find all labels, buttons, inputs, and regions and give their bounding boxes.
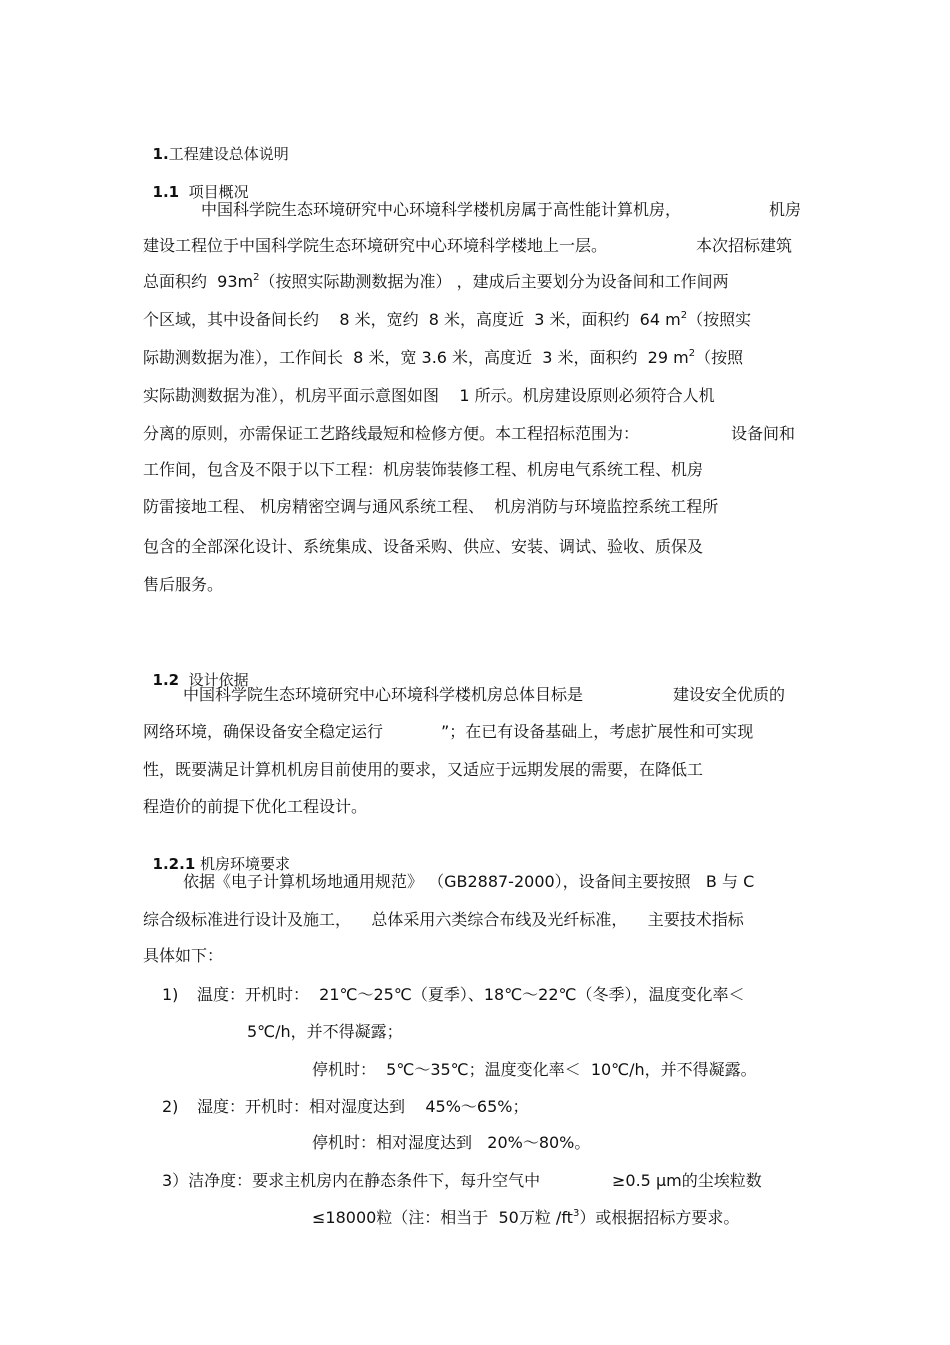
heading-number: 1.1	[152, 183, 180, 201]
paragraph-line: 网络环境，确保设备安全稳定运行 ”；在已有设备基础上，考虑扩展性和可实现	[143, 722, 754, 741]
section-heading-1	[143, 124, 289, 164]
paragraph-line: 程造价的前提下优化工程设计。	[143, 797, 368, 816]
paragraph-line: 综合级标准进行设计及施工， 总体采用六类综合布线及光纤标准， 主要技术指标	[143, 910, 744, 929]
paragraph-line: 分离的原则，亦需保证工艺路线最短和检修方便。本工程招标范围为： 设备间和	[143, 424, 796, 443]
list-item-temperature: 1) 温度：开机时： 21℃～25℃（夏季）、18℃～22℃（冬季），温度变化率＜	[162, 985, 745, 1004]
paragraph-line: 际勘测数据为准），工作间长 8 米，宽 3.6 米，高度近 3 米，面积约 29 $m^2$（按照	[143, 348, 744, 367]
heading-text: 项目概况	[188, 183, 249, 201]
paragraph-line: 工作间，包含及不限于以下工程：机房装饰装修工程、机房电气系统工程、机房	[143, 460, 704, 479]
heading-text: 机房环境要求	[200, 855, 291, 873]
list-item-cleanliness: 3）洁净度：要求主机房内在静态条件下，每升空气中 ≥0.5 μm的尘埃粒数	[162, 1171, 762, 1190]
list-item-temperature-cont: 5℃/h，并不得凝露；	[247, 1022, 403, 1041]
heading-number: 1.2	[152, 671, 180, 689]
paragraph-line: 中国科学院生态环境研究中心环境科学楼机房总体目标是 建设安全优质的	[183, 685, 786, 704]
subsection-heading-1-2	[143, 650, 249, 690]
subsection-heading-1-2-1	[143, 834, 290, 874]
paragraph-line: 建设工程位于中国科学院生态环境研究中心环境科学楼地上一层。 本次招标建筑	[143, 236, 793, 255]
paragraph-line: 总面积约 $93m^2$（按照实际勘测数据为准） ，建成后主要划分为设备间和工作间两	[143, 272, 729, 291]
heading-text: 设计依据	[188, 671, 249, 689]
paragraph-line: 防雷接地工程、 机房精密空调与通风系统工程、 机房消防与环境监控系统工程所	[143, 497, 719, 516]
heading-number: 1.2.1	[152, 855, 196, 873]
paragraph-line: 实际勘测数据为准），机房平面示意图如图 1 所示。机房建设原则必须符合人机	[143, 386, 715, 405]
list-item-cleanliness-cont: ≤18000粒（注：相当于 50万粒 $/ft^3$）或根据招标方要求。	[312, 1208, 740, 1227]
subsection-heading-1-1	[143, 162, 249, 202]
paragraph-line: 性，既要满足计算机机房目前使用的要求，又适应于远期发展的需要，在降低工	[143, 760, 704, 779]
paragraph-line: 售后服务。	[143, 575, 224, 594]
list-item-temperature-off: 停机时： 5℃～35℃；温度变化率＜ 10℃/h，并不得凝露。	[312, 1060, 757, 1079]
heading-number: 1.	[152, 145, 169, 163]
paragraph-line: 中国科学院生态环境研究中心环境科学楼机房属于高性能计算机房， 机房	[201, 200, 802, 219]
paragraph-line: 包含的全部深化设计、系统集成、设备采购、供应、安装、调试、验收、质保及	[143, 537, 704, 556]
heading-text: 工程建设总体说明	[168, 145, 289, 163]
list-item-humidity: 2) 湿度：开机时：相对湿度达到 45%～65%；	[162, 1097, 529, 1116]
paragraph-line: 个区域，其中设备间长约 8 米，宽约 8 米，高度近 3 米，面积约 64 $m^2$（按照实	[143, 310, 752, 329]
list-item-humidity-off: 停机时：相对湿度达到 20%～80%。	[312, 1133, 591, 1152]
paragraph-line: 具体如下：	[143, 946, 224, 965]
paragraph-line: 依据《电子计算机场地通用规范》 （GB2887-2000），设备间主要按照 B 与 C	[183, 872, 755, 891]
